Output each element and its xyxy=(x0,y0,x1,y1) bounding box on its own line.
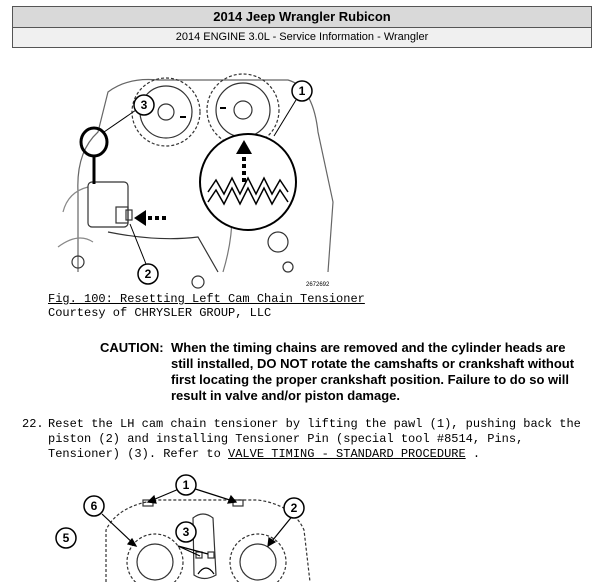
fig2-callout-5 xyxy=(56,528,76,548)
callout-3 xyxy=(134,95,154,115)
svg-text:1: 1 xyxy=(182,478,190,492)
svg-text:2: 2 xyxy=(144,267,152,281)
figure-caption: Fig. 100: Resetting Left Cam Chain Tensioner xyxy=(48,292,365,306)
svg-text:2: 2 xyxy=(290,501,298,515)
callout-1 xyxy=(292,81,312,101)
fig2-callout-3 xyxy=(176,522,196,542)
fig2-callout-2 xyxy=(284,498,304,518)
caution-label: CAUTION: xyxy=(100,340,164,355)
svg-text:3: 3 xyxy=(140,98,148,112)
svg-text:6: 6 xyxy=(90,499,98,513)
caution-text: When the timing chains are removed and the cylinder heads are still installed, DO NOT rotate the camshafts or crankshaft without first locating the proper crankshaft position. Failure to do so will result in valve and/or piston damage. xyxy=(171,340,575,403)
svg-text:1: 1 xyxy=(298,84,306,98)
step-text-block xyxy=(48,417,592,462)
svg-text:3: 3 xyxy=(182,525,190,539)
callout-2 xyxy=(138,264,158,284)
document-header xyxy=(12,6,592,48)
figure-100-illustration xyxy=(48,72,348,292)
fig2-callout-6 xyxy=(84,496,104,516)
figure-image-id: 2672692 xyxy=(306,282,330,288)
document-title: 2014 Jeep Wrangler Rubicon xyxy=(13,7,591,28)
svg-text:5: 5 xyxy=(62,531,70,545)
step-number: 22. xyxy=(22,417,44,431)
figure-101-illustration xyxy=(48,470,348,582)
step-text-after: . xyxy=(465,447,481,461)
fig2-callout-1 xyxy=(176,475,196,495)
figure-caption-block xyxy=(48,292,365,320)
valve-timing-link[interactable]: VALVE TIMING - STANDARD PROCEDURE xyxy=(228,447,466,461)
document-subtitle: 2014 ENGINE 3.0L - Service Information - Wrangler xyxy=(13,28,591,47)
figure-courtesy: Courtesy of CHRYSLER GROUP, LLC xyxy=(48,306,272,320)
step-text: Reset the LH cam chain tensioner by lifting the pawl (1), pushing back the piston (2) and installing Tensioner Pin (special tool #8514, Pins, Tensioner) (3). Refer to xyxy=(48,417,581,461)
